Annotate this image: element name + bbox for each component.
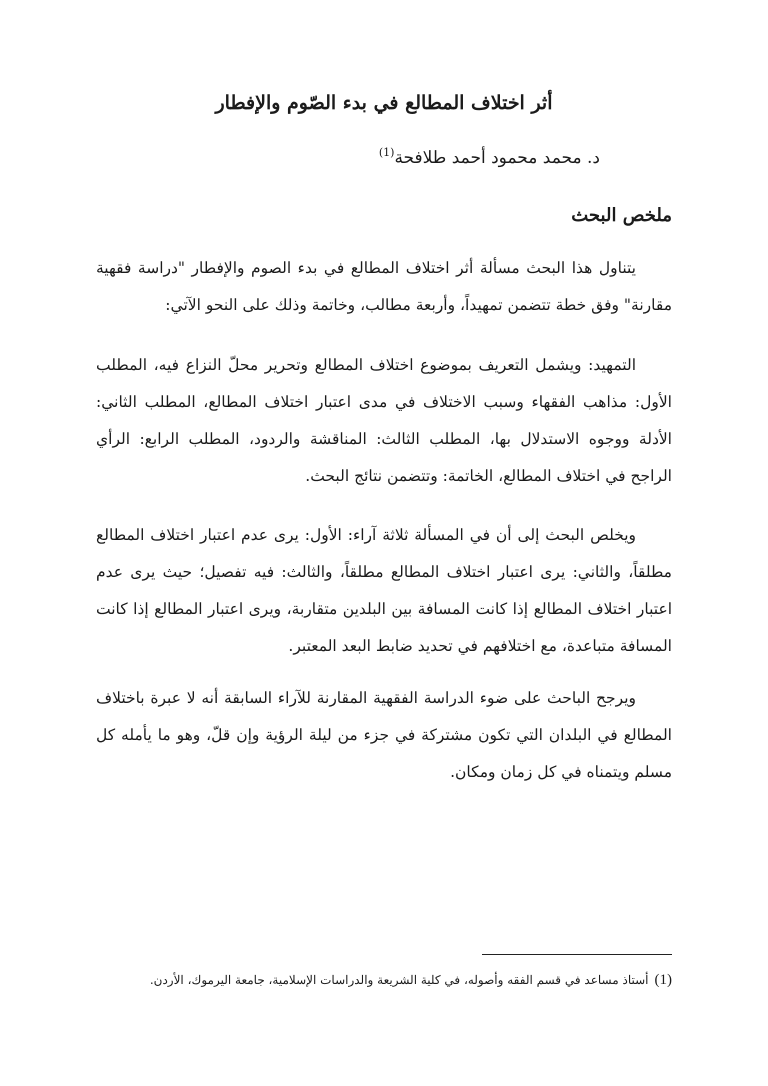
abstract-paragraph-2: التمهيد: ويشمل التعريف بموضوع اختلاف المطالع وتحرير محلّ النزاع فيه، المطلب الأول: مذاهب الفقهاء وسبب الاختلاف في مدى اعتبار اختلاف المطالع، المطلب الثاني: الأدلة ووجوه الاستدلال بها، المطلب الثالث: المناقشة والردود، المطلب الرابع: الرأي الراجح في اختلاف المطالع، الخاتمة: وتتضمن نتائج البحث.	[96, 356, 672, 485]
footnote-text: أستاذ مساعد في قسم الفقه وأصوله، في كلية الشريعة والدراسات الإسلامية، جامعة اليرموك، الأردن.	[149, 973, 649, 987]
footnote-marker: (1)	[654, 972, 672, 988]
author-footnote-ref[interactable]: (1)	[378, 146, 395, 159]
author-name: د. محمد محمود أحمد طلافحة	[394, 148, 600, 168]
abstract-paragraph-1: يتناول هذا البحث مسألة أثر اختلاف المطالع في بدء الصوم والإفطار "دراسة فقهية مقارنة" وفق خطة تتضمن تمهيداً، وأربعة مطالب، وخاتمة وذلك على النحو الآتي:	[96, 259, 672, 314]
abstract-heading: ملخص البحث	[571, 205, 672, 226]
footnote-separator	[482, 954, 672, 955]
author-line	[379, 146, 600, 168]
paper-title: أثر اختلاف المطالع في بدء الصّوم والإفطار	[215, 92, 553, 114]
abstract-paragraph-4: ويرجح الباحث على ضوء الدراسة الفقهية المقارنة للآراء السابقة أنه لا عبرة باختلاف المطالع في البلدان التي تكون مشتركة في جزء من ليلة الرؤية وإن قلّ، وهو ما يأمله كل مسلم ويتمناه في كل زمان ومكان.	[96, 689, 672, 781]
footnote	[96, 970, 672, 990]
abstract-paragraph-3: ويخلص البحث إلى أن في المسألة ثلاثة آراء: الأول: يرى عدم اعتبار اختلاف المطالع مطلقاً، والثاني: يرى اعتبار اختلاف المطالع مطلقاً، والثالث: فيه تفصيل؛ حيث يرى عدم اعتبار اختلاف المطالع إذا كانت المسافة بين البلدين متقاربة، ويرى اعتبار المطالع إذا كانت المسافة متباعدة، مع اختلافهم في تحديد ضابط البعد المعتبر.	[96, 526, 672, 655]
